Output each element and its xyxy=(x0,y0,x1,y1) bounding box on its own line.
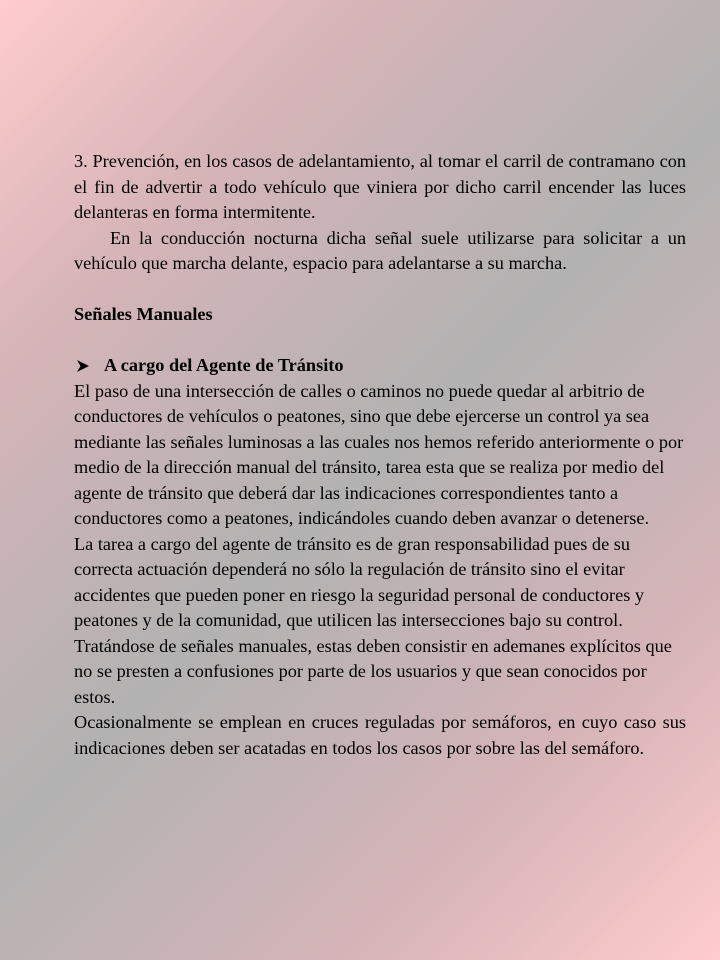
spacer xyxy=(74,328,686,354)
night-driving-paragraph: En la conducción nocturna dicha señal suele utilizarse para solicitar a un vehículo que marcha delante, espacio para adelantarse a su marcha. xyxy=(74,227,686,273)
paragraph-2: La tarea a cargo del agente de tránsito es de gran responsabilidad pues de su correcta actuación dependerá no sólo la regulación de tránsito sino el evitar accidentes que pueden poner en riesgo la seguridad personal de conductores y peatones y de la comunidad, que utilicen las intersecciones bajo su control. xyxy=(74,533,645,630)
paragraph-4: Ocasionalmente se emplean en cruces reguladas por semáforos, en cuyo caso sus indicaciones deben ser acatadas en todos los casos por sobre las del semáforo. xyxy=(74,712,686,758)
spacer xyxy=(74,277,686,303)
paragraph-3: Tratándose de señales manuales, estas deben consistir en ademanes explícitos que no se presten a confusiones por parte de los usuarios y que sean conocidos por estos. xyxy=(74,635,672,707)
bullet-heading xyxy=(74,353,686,379)
bullet-heading-text: A cargo del Agente de Tránsito xyxy=(104,355,344,375)
document-page xyxy=(74,149,686,761)
section-heading: Señales Manuales xyxy=(74,304,213,324)
arrowhead-bullet-icon xyxy=(76,359,90,373)
paragraph-1: El paso de una intersección de calles o caminos no puede quedar al arbitrio de conductores de vehículos o peatones, sino que debe ejercerse un control ya sea mediante las señales luminosas a las cuales nos hemos referido anteriormente o por medio de la dirección manual del tránsito, tarea esta que se realiza por medio del agente de tránsito que deberá dar las indicaciones correspondientes tanto a conductores como a peatones, indicándoles cuando deben avanzar o detenerse. xyxy=(74,380,684,528)
numbered-item-3: 3. Prevención, en los casos de adelantamiento, al tomar el carril de contramano con el fin de advertir a todo vehículo que viniera por dicho carril encender las luces delanteras en forma intermitente. xyxy=(74,151,686,222)
